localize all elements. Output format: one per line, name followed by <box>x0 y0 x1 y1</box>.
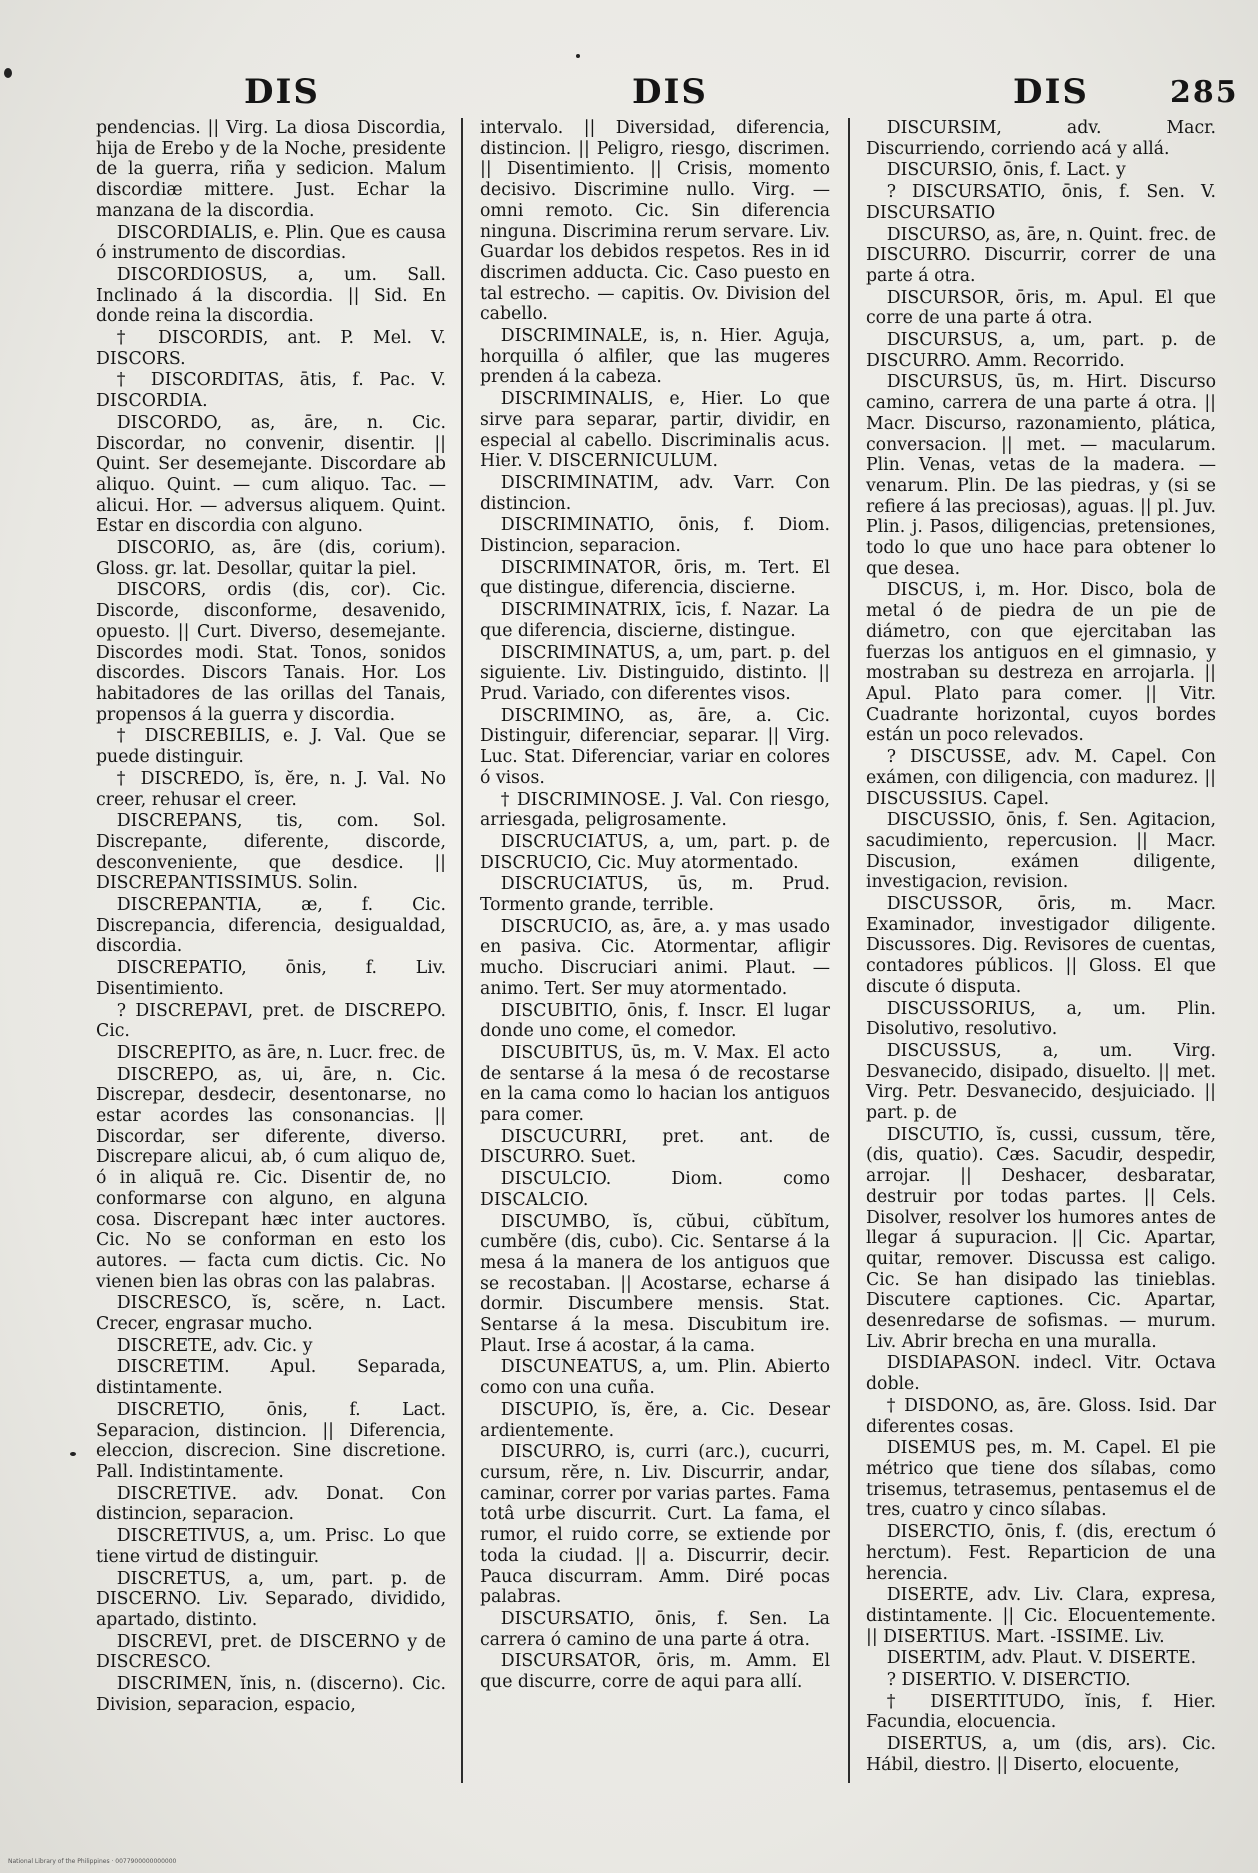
dictionary-entry: DISCRIMINATRIX, īcis, f. Nazar. La que diferencia, discierne, distingue. <box>480 600 830 641</box>
dictionary-entry: DISCURSIO, ōnis, f. Lact. y <box>886 160 1126 181</box>
dictionary-entry: DISERTE, adv. Liv. Clara, expresa, distintamente. || Cic. Elocuentemente. || DISERTIUS. Mart. -ISSIME. Liv. <box>866 1585 1216 1647</box>
dictionary-entry: DISERCTIO, ōnis, f. (dis, erectum ó herctum). Fest. Reparticion de una herencia. <box>866 1522 1216 1584</box>
dictionary-entry: DISCRETIM. Apul. Separada, distintamente. <box>96 1357 446 1399</box>
dictionary-entry: DISEMUS pes, m. M. Capel. El pie métrico que tiene dos sílabas, como trisemus, tetrasemus, pentasemus el de tres, cuatro y cinco sílabas. <box>866 1438 1216 1521</box>
dictionary-entry: DISCULCIO. Diom. como DISCALCIO. <box>480 1169 830 1210</box>
dictionary-entry: DISCRIMINATIO, ōnis, f. Diom. Distincion, separacion. <box>480 515 830 557</box>
dictionary-entry: DISCRIMEN, ĭnis, n. (discerno). Cic. Division, separacion, espacio, <box>96 1674 446 1715</box>
dictionary-entry: DISDIAPASON. indecl. Vitr. Octava doble. <box>866 1353 1216 1395</box>
dictionary-entry: DISCURSATIO, ōnis, f. Sen. La carrera ó camino de una parte á otra. <box>480 1608 830 1650</box>
dictionary-entry: DISCREPANTIA, æ, f. Cic. Discrepancia, diferencia, desigualdad, discordia. <box>96 895 446 957</box>
dictionary-entry: DISCRETE, adv. Cic. y <box>116 1335 313 1356</box>
dictionary-entry: DISCUSSIO, ōnis, f. Sen. Agitacion, sacudimiento, repercusion. || Macr. Discusion, exámen diligente, investigacion, revision. <box>866 810 1216 893</box>
dictionary-entry: † DISERTITUDO, ĭnis, f. Hier. Facundia, elocuencia. <box>866 1691 1216 1733</box>
dictionary-entry: ? DISCREPAVI, pret. de DISCREPO. Cic. <box>96 1000 446 1042</box>
dictionary-entry: DISCURSO, as, āre, n. Quint. frec. de DISCURRO. Discurrir, correr de una parte á otra. <box>866 224 1216 286</box>
dictionary-entry: DISCREPITO, as āre, n. Lucr. frec. de <box>116 1042 446 1063</box>
dictionary-entry: DISCURSUS, a, um, part. p. de DISCURRO. Amm. Recorrido. <box>866 330 1216 371</box>
dictionary-entry: DISCORS, ordis (dis, cor). Cic. Discorde, disconforme, desavenido, opuesto. || Curt. Diverso, desemejante. Discordes modi. Stat. Tonos, sonidos discordes. Discors Tanais. Hor. Los habitadores de las orillas del Tanais, propensos á la guerra y discordia. <box>96 580 446 725</box>
scan-credit: National Library of the Philippines · 0077900000000000 <box>8 1858 177 1865</box>
running-head-right: DIS <box>1013 72 1089 112</box>
dictionary-entry: DISCUMBO, ĭs, cŭbui, cŭbĭtum, cumbĕre (dis, cubo). Cic. Sentarse á la mesa á la manera de los antiguos que se recostaban. || Acostarse, echarse á dormir. Discumbere mensis. Stat. Sentarse á la mesa. Discubitum ire. Plaut. Irse á acostar, á la cama. <box>480 1211 830 1356</box>
dictionary-entry: DISCREPANS, tis, com. Sol. Discrepante, diferente, discorde, desconveniente, que desdice. || DISCREPANTISSIMUS. Solin. <box>96 811 446 894</box>
column-2 <box>480 118 830 1694</box>
dictionary-entry: DISCORDO, as, āre, n. Cic. Discordar, no convenir, disentir. || Quint. Ser desemejante. Discordare ab aliquo. Quint. — cum aliquo. Tac. — alicui. Hor. — adversus aliquem. Quint. Estar en discordia con alguno. <box>96 412 446 537</box>
dictionary-entry: DISERTUS, a, um (dis, ars). Cic. Hábil, diestro. || Diserto, elocuente, <box>866 1734 1216 1775</box>
page-header <box>0 72 1258 122</box>
dictionary-entry: DISCRIMINATUS, a, um, part. p. del siguiente. Liv. Distinguido, distinto. || Prud. Variado, con diferentes visos. <box>480 642 830 704</box>
ink-speck <box>4 68 12 78</box>
dictionary-entry: DISCREPATIO, ōnis, f. Liv. Disentimiento. <box>96 958 446 999</box>
dictionary-entry: DISCUSSUS, a, um. Virg. Desvanecido, disipado, disuelto. || met. Virg. Petr. Desvanecido, desjuiciado. || part. p. de <box>866 1040 1216 1124</box>
running-head-center: DIS <box>632 72 708 112</box>
dictionary-entry: DISCORIO, as, āre (dis, corium). Gloss. gr. lat. Desollar, quitar la piel. <box>96 538 446 579</box>
dictionary-entry: DISCURSIM, adv. Macr. Discurriendo, corriendo acá y allá. <box>866 118 1216 159</box>
dictionary-entry: DISCUNEATUS, a, um. Plin. Abierto como con una cuña. <box>480 1357 830 1399</box>
dictionary-entry: ? DISCURSATIO, ōnis, f. Sen. V. DISCURSATIO <box>866 182 1216 223</box>
column-rule-left <box>461 118 463 1783</box>
dictionary-entry: DISERTIM, adv. Plaut. V. DISERTE. <box>886 1648 1197 1669</box>
dictionary-entry: DISCRETUS, a, um, part. p. de DISCERNO. Liv. Separado, dividido, apartado, distinto. <box>96 1568 446 1630</box>
dictionary-entry: DISCUS, i, m. Hor. Disco, bola de metal ó de piedra de un pie de diámetro, con que ejercitaban las fuerzas los antiguos en el gimnasio, y mostraban su destreza en arrojarla. || Apul. Plato para comer. || Vitr. Cuadrante horizontal, cuyos bordes están un poco relevados. <box>866 580 1216 746</box>
dictionary-entry: DISCUSSORIUS, a, um. Plin. Disolutivo, resolutivo. <box>866 998 1216 1040</box>
dictionary-entry: DISCORDIALIS, e. Plin. Que es causa ó instrumento de discordias. <box>96 222 446 264</box>
dictionary-entry: † DISDONO, as, āre. Gloss. Isid. Dar diferentes cosas. <box>866 1395 1216 1437</box>
dictionary-entry: DISCRETIVE. adv. Donat. Con distincion, separacion. <box>96 1483 446 1525</box>
dictionary-entry: DISCURSUS, ūs, m. Hirt. Discurso camino, carrera de una parte á otra. || Macr. Discurso, razonamiento, plática, conversacion. || met. — macularum. Plin. Venas, vetas de la madera. — venarum. Plin. De las piedras, y (si se refiere á las preciosas), aguas. || pl. Juv. Plin. j. Pasos, diligencias, pretensiones, todo lo que uno hace para obtener lo que desea. <box>866 372 1216 579</box>
dictionary-entry: † DISCREBILIS, e. J. Val. Que se puede distinguir. <box>96 726 446 768</box>
dictionary-entry: DISCRUCIATUS, a, um, part. p. de DISCRUCIO, Cic. Muy atormentado. <box>480 831 830 873</box>
dictionary-entry: † DISCORDITAS, ātis, f. Pac. V. DISCORDIA. <box>96 370 446 412</box>
column-3 <box>866 118 1216 1777</box>
dictionary-entry: DISCREVI, pret. de DISCERNO y de DISCRESCO. <box>96 1631 446 1673</box>
dictionary-entry: DISCUSSOR, ōris, m. Macr. Examinador, investigador diligente. Discussores. Dig. Revisores de cuentas, contadores públicos. || Gloss. El que discute ó disputa. <box>866 894 1216 997</box>
dictionary-entry: DISCURSOR, ōris, m. Apul. El que corre de una parte á otra. <box>866 287 1216 329</box>
dictionary-entry: DISCRETIVUS, a, um. Prisc. Lo que tiene virtud de distinguir. <box>96 1526 446 1567</box>
dictionary-entry: pendencias. || Virg. La diosa Discordia, hija de Erebo y de la Noche, presidente de la guerra, riña y sedicion. Malum discordiæ mittere. Just. Echar la manzana de la discordia. <box>96 118 446 221</box>
dictionary-entry: † DISCRIMINOSE. J. Val. Con riesgo, arriesgada, peligrosamente. <box>480 789 830 831</box>
column-1 <box>96 118 446 1716</box>
dictionary-entry: DISCUTIO, ĭs, cussi, cussum, tĕre, (dis, quatio). Cæs. Sacudir, despedir, arrojar. || Deshacer, desbaratar, destruir por todas partes. || Cels. Disolver, resolver los humores antes de llegar á supuracion. || Cic. Apartar, quitar, remover. Discussa est caligo. Cic. Se han disipado las tinieblas. Discutere captiones. Cic. Apartar, desenredarse de sofismas. — murum. Liv. Abrir brecha en una muralla. <box>866 1124 1216 1352</box>
dictionary-entry: DISCURSATOR, ōris, m. Amm. El que discurre, corre de aqui para allí. <box>480 1651 830 1693</box>
dictionary-entry: DISCREPO, as, ui, āre, n. Cic. Discrepar, desdecir, desentonarse, no estar acordes las consonancias. || Discordar, ser diferente, diverso. Discrepare alicui, ab, ó cum aliquo de, ó in aliquā re. Cic. Disentir de, no conformarse con alguno, en alguna cosa. Discrepant hæc inter auctores. Cic. No se conforman en esto los autores. — facta cum dictis. Cic. No vienen bien las obras con las palabras. <box>96 1064 446 1292</box>
dictionary-entry: ? DISCUSSE, adv. M. Capel. Con exámen, con diligencia, con madurez. || DISCUSSIUS. Capel. <box>866 747 1216 809</box>
dictionary-entry: † DISCREDO, ĭs, ĕre, n. J. Val. No creer, rehusar el creer. <box>96 768 446 810</box>
dictionary-entry: DISCUBITIO, ōnis, f. Inscr. El lugar donde uno come, el comedor. <box>480 1000 830 1042</box>
dictionary-entry: DISCRIMINALIS, e, Hier. Lo que sirve para separar, partir, dividir, en especial al cabello. Discriminalis acus. Hier. V. DISCERNICULUM. <box>480 389 830 472</box>
dictionary-entry: DISCUPIO, ĭs, ĕre, a. Cic. Desear ardientemente. <box>480 1399 830 1441</box>
dictionary-entry: DISCRUCIATUS, ūs, m. Prud. Tormento grande, terrible. <box>480 874 830 916</box>
dictionary-entry: DISCRIMINATOR, ōris, m. Tert. El que distingue, diferencia, discierne. <box>480 557 830 599</box>
dictionary-entry: DISCRETIO, ōnis, f. Lact. Separacion, distincion. || Diferencia, eleccion, discrecion. Sine discretione. Pall. Indistintamente. <box>96 1399 446 1482</box>
ink-speck <box>576 54 580 58</box>
dictionary-entry: DISCRESCO, ĭs, scĕre, n. Lact. Crecer, engrasar mucho. <box>96 1293 446 1335</box>
dictionary-entry: DISCORDIOSUS, a, um. Sall. Inclinado á la discordia. || Sid. En donde reina la discordia. <box>96 264 446 327</box>
dictionary-entry: DISCRUCIO, as, āre, a. y mas usado en pasiva. Cic. Atormentar, afligir mucho. Discruciari animi. Plaut. — animo. Tert. Ser muy atormentado. <box>480 916 830 999</box>
ink-speck <box>70 1452 76 1456</box>
dictionary-entry: DISCRIMINATIM, adv. Varr. Con distincion. <box>480 472 830 514</box>
dictionary-entry: DISCRIMINALE, is, n. Hier. Aguja, horquilla ó alfiler, que las mugeres prenden á la cabeza. <box>480 326 830 388</box>
dictionary-entry: † DISCORDIS, ant. P. Mel. V. DISCORS. <box>96 328 446 369</box>
dictionary-entry: DISCURRO, is, curri (arc.), cucurri, cursum, rĕre, n. Liv. Discurrir, andar, caminar, correr por varias partes. Fama totâ urbe discurrit. Curt. La fama, el rumor, el ruido corre, se extiende por toda la ciudad. || a. Discurrir, decir. Pauca discurram. Amm. Diré pocas palabras. <box>480 1442 830 1608</box>
dictionary-entry: intervalo. || Diversidad, diferencia, distincion. || Peligro, riesgo, discrimen. || Disentimiento. || Crisis, momento decisivo. Discrimine nullo. Virg. — omni remoto. Cic. Sin diferencia ninguna. Discrimina rerum servare. Liv. Guardar los debidos respetos. Res in id discrimen adducta. Cic. Caso puesto en tal estrecho. — capitis. Ov. Division del cabello. <box>480 118 830 325</box>
dictionary-entry: DISCUCURRI, pret. ant. de DISCURRO. Suet. <box>480 1126 830 1168</box>
running-head-left: DIS <box>244 72 320 112</box>
dictionary-entry: DISCRIMINO, as, āre, a. Cic. Distinguir, diferenciar, separar. || Virg. Luc. Stat. Diferenciar, variar en colores ó visos. <box>480 705 830 788</box>
column-rule-right <box>848 118 850 1783</box>
page-number: 285 <box>1170 75 1239 110</box>
dictionary-entry: DISCUBITUS, ūs, m. V. Max. El acto de sentarse á la mesa ó de recostarse en la cama como lo hacian los antiguos para comer. <box>480 1042 830 1126</box>
dictionary-entry: ? DISERTIO. V. DISERCTIO. <box>886 1670 1131 1691</box>
